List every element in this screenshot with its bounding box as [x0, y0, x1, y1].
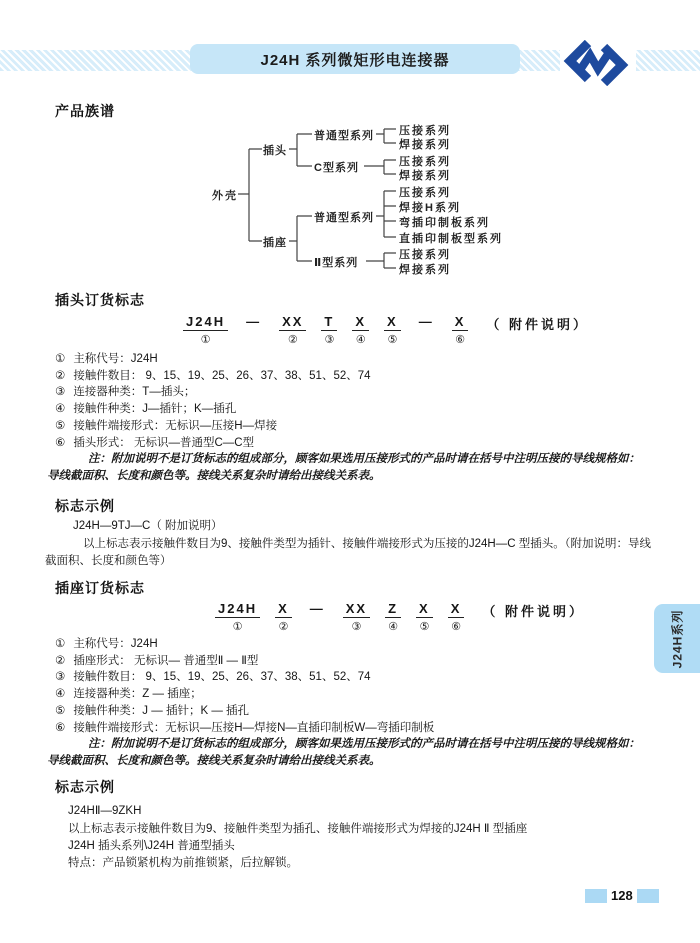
example1-code: J24H—9TJ—C（ 附加说明）	[73, 520, 223, 532]
socket-ordering-heading: 插座订货标志	[55, 580, 145, 596]
footer-page-number	[585, 888, 659, 903]
socket-note-line2: 导线截面积、长度和颜色等。接线关系复杂时请给出接线关系表。	[47, 755, 381, 768]
code-segment: X ⑥	[452, 314, 469, 346]
series-side-tab-label: J24H系列	[670, 609, 685, 668]
tree-leaf-9: 压接系列	[399, 249, 451, 261]
list-item: ③ 接触件数目： 9、15、19、25、26、37、38、51、52、74	[55, 671, 371, 684]
code-dash: —	[418, 314, 434, 329]
code-dash: —	[309, 601, 325, 616]
code-attachment-note: （ 附件说明）	[486, 317, 590, 332]
code-segment: T ③	[321, 314, 337, 346]
code-segment: J24H ①	[183, 314, 228, 346]
tree-leaf-5: 压接系列	[399, 187, 451, 199]
page-title-text: J24H 系列微矩形电连接器	[260, 51, 450, 69]
tree-leaf-2: 焊接系列	[399, 139, 451, 151]
list-item: ① 主称代号：J24H	[55, 353, 158, 365]
tree-leaf-10: 焊接系列	[399, 264, 451, 276]
tree-leaf-1: 压接系列	[399, 125, 451, 137]
code-attachment-note: （ 附件说明）	[482, 604, 586, 619]
code-segment: X ⑥	[448, 601, 465, 633]
tree-node-type2-series: Ⅱ型系列	[314, 257, 359, 269]
tree-node-c-series: C型系列	[314, 162, 359, 174]
code-segment: XX ②	[279, 314, 306, 346]
example2-code: J24HⅡ—9ZKH	[68, 805, 142, 817]
list-item: ③ 连接器种类：T—插头；	[55, 386, 196, 399]
tree-leaf-8: 直插印制板型系列	[399, 233, 503, 245]
example1-line2: 截面积、长度和颜色等）	[45, 555, 172, 567]
plug-ordering-list	[47, 351, 687, 485]
example2-heading: 标志示例	[55, 779, 115, 795]
tree-leaf-4: 焊接系列	[399, 170, 451, 182]
list-item: ④ 接触件种类：J—插针；K—插孔	[55, 403, 237, 416]
example2-line1: 以上标志表示接触件数目为9、接触件类型为插孔、接触件端接形式为焊接的J24H Ⅱ 型插座	[68, 823, 528, 835]
tree-leaf-6: 焊接H系列	[399, 202, 461, 214]
code-segment: X ④	[352, 314, 369, 346]
tree-leaf-7: 弯插印制板系列	[399, 217, 490, 229]
code-segment: Z ④	[385, 601, 401, 633]
example2-line3: 特点：产品锁紧机构为前推锁紧，后拉解锁。	[68, 857, 298, 869]
code-segment: X ⑤	[384, 314, 401, 346]
code-segment: X ⑤	[416, 601, 433, 633]
socket-ordering-code	[215, 601, 588, 633]
list-item: ② 接触件数目： 9、15、19、25、26、37、38、51、52、74	[55, 369, 371, 382]
example1-heading: 标志示例	[55, 498, 115, 514]
page-number: 128	[611, 888, 633, 903]
example2-line2: J24H 插头系列\J24H 普通型插头	[68, 840, 235, 852]
list-item: ④ 连接器种类：Z — 插座；	[55, 688, 202, 701]
tree-node-ordinary-plug: 普通型系列	[314, 130, 374, 142]
plug-ordering-heading: 插头订货标志	[55, 292, 145, 308]
example1-line1: 以上标志表示接触件数目为9、接触件类型为插针、接触件端接形式为压接的J24H—C 型插头。（附加说明：导线	[83, 538, 651, 550]
tree-node-plug: 插头	[263, 145, 287, 157]
plug-note-line1: 注：附加说明不是订货标志的组成部分，顾客如果选用压接形式的产品时请在括号中注明压接的导线规格如：	[88, 453, 640, 466]
plug-ordering-code	[183, 314, 592, 346]
plug-note-line2: 导线截面积、长度和颜色等。接线关系复杂时请给出接线关系表。	[47, 470, 381, 483]
socket-note-line1: 注：附加说明不是订货标志的组成部分，顾客如果选用压接形式的产品时请在括号中注明压接的导线规格如：	[88, 738, 640, 751]
tree-leaf-3: 压接系列	[399, 156, 451, 168]
list-item: ① 主称代号：J24H	[55, 638, 158, 650]
code-segment: J24H ①	[215, 601, 260, 633]
list-item: ⑤ 接触件种类：J — 插针；K — 插孔	[55, 704, 250, 717]
code-segment: X ②	[275, 601, 292, 633]
tree-node-ordinary-socket: 普通型系列	[314, 212, 374, 224]
code-segment: XX ③	[343, 601, 370, 633]
list-item: ⑥ 插头形式： 无标识—普通型C—C型	[55, 436, 255, 449]
family-tree-heading: 产品族谱	[55, 103, 115, 119]
tree-node-root: 外壳	[212, 190, 238, 202]
socket-ordering-list	[47, 636, 687, 770]
series-side-tab	[654, 604, 700, 673]
footer-right-block	[637, 889, 659, 903]
footer-left-block	[585, 889, 607, 903]
list-item: ⑤ 接触件端接形式：无标识—压接H—焊接	[55, 419, 278, 432]
tree-node-socket: 插座	[263, 237, 287, 249]
code-dash: —	[246, 314, 262, 329]
list-item: ⑥ 接触件端接形式：无标识—压接H—焊接N—直插印制板W—弯插印制板	[55, 721, 435, 734]
list-item: ② 插座形式： 无标识— 普通型Ⅱ — Ⅱ型	[55, 654, 259, 667]
